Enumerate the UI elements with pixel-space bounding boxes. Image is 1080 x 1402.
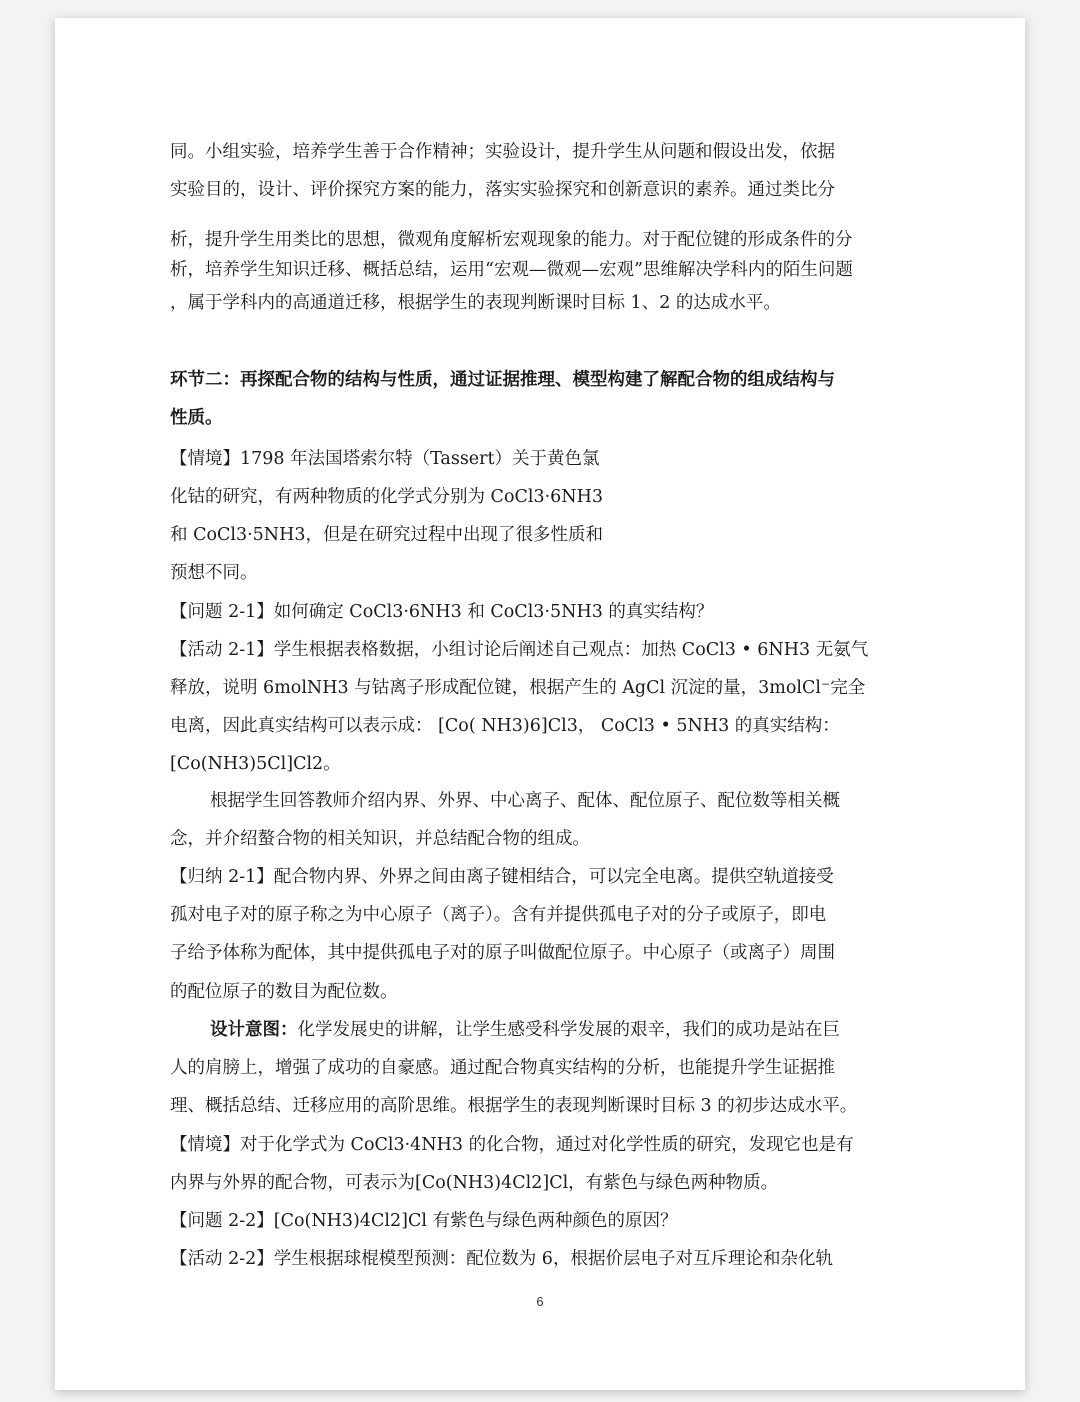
paragraph-line: 【问题 2-2】[Co(NH3)4Cl2]Cl 有紫色与绿色两种颜色的原因？ xyxy=(170,1211,678,1231)
paragraph-line: 同。小组实验，培养学生善于合作精神；实验设计，提升学生从问题和假设出发，依据 xyxy=(170,142,835,162)
paragraph-line: 【归纳 2-1】配合物内界、外界之间由离子键相结合，可以完全电离。提供空轨道接受 xyxy=(170,867,834,887)
page-number: 6 xyxy=(536,1294,544,1309)
paragraph-line: 子给予体称为配体，其中提供孤电子对的原子叫做配位原子。中心原子（或离子）周围 xyxy=(170,943,835,963)
paragraph-line: 析，提升学生用类比的思想，微观角度解析宏观现象的能力。对于配位键的形成条件的分 xyxy=(170,230,853,250)
paragraph-line: 释放，说明 6molNH3 与钴离子形成配位键，根据产生的 AgCl 沉淀的量，3molCl⁻完全 xyxy=(170,678,866,698)
paragraph-line: 电离，因此真实结构可以表示成： [Co( NH3)6]Cl3， CoCl3 • 5NH3 的真实结构： xyxy=(170,716,840,736)
paragraph-line: 和 CoCl3·5NH3，但是在研究过程中出现了很多性质和 xyxy=(170,525,604,545)
paragraph-line: 【情境】对于化学式为 CoCl3·4NH3 的化合物，通过对化学性质的研究，发现它也是有 xyxy=(170,1135,854,1155)
paragraph-line: 化钴的研究，有两种物质的化学式分别为 CoCl3·6NH3 xyxy=(170,487,604,507)
design-intent-line xyxy=(210,1018,950,1042)
paragraph-line: 预想不同。 xyxy=(170,563,258,583)
paragraph-line: 理、概括总结、迁移应用的高阶思维。根据学生的表现判断课时目标 3 的初步达成水平。 xyxy=(170,1096,858,1116)
paragraph-line: ，属于学科内的高通道迁移，根据学生的表现判断课时目标 1、2 的达成水平。 xyxy=(170,293,781,313)
paragraph-line: [Co(NH3)5Cl]Cl2。 xyxy=(170,754,341,774)
paragraph-line: 内界与外界的配合物，可表示为[Co(NH3)4Cl2]Cl，有紫色与绿色两种物质。 xyxy=(170,1173,779,1193)
paragraph-line: 人的肩膀上，增强了成功的自豪感。通过配合物真实结构的分析，也能提升学生证据推 xyxy=(170,1058,835,1078)
paragraph-line: 析，培养学生知识迁移、概括总结，运用“宏观—微观—宏观”思维解决学科内的陌生问题 xyxy=(170,260,853,280)
design-intent-label: 设计意图： xyxy=(210,1020,298,1040)
paragraph-line: 实验目的，设计、评价探究方案的能力，落实实验探究和创新意识的素养。通过类比分 xyxy=(170,180,835,200)
paragraph-line: 孤对电子对的原子称之为中心原子（离子）。含有并提供孤电子对的分子或原子，即电 xyxy=(170,905,827,925)
paragraph-line: 【情境】1798 年法国塔索尔特（Tassert）关于黄色氯 xyxy=(170,449,600,469)
paragraph-line: 【问题 2-1】如何确定 CoCl3·6NH3 和 CoCl3·5NH3 的真实结构？ xyxy=(170,602,714,622)
paragraph-line: 【活动 2-2】学生根据球棍模型预测：配位数为 6，根据价层电子对互斥理论和杂化轨 xyxy=(170,1249,833,1269)
paragraph-line: 根据学生回答教师介绍内界、外界、中心离子、配体、配位原子、配位数等相关概 xyxy=(210,791,840,811)
section-heading: 性质。 xyxy=(170,408,223,428)
section-heading: 环节二：再探配合物的结构与性质，通过证据推理、模型构建了解配合物的组成结构与 xyxy=(170,370,835,390)
paragraph-line: 的配位原子的数目为配位数。 xyxy=(170,982,398,1002)
paragraph-line: 【活动 2-1】学生根据表格数据，小组讨论后阐述自己观点：加热 CoCl3 • 6NH3 无氨气 xyxy=(170,640,869,660)
paragraph-line: 念，并介绍螯合物的相关知识，并总结配合物的组成。 xyxy=(170,829,590,849)
design-intent-text: 化学发展史的讲解，让学生感受科学发展的艰辛，我们的成功是站在巨 xyxy=(297,1020,840,1040)
